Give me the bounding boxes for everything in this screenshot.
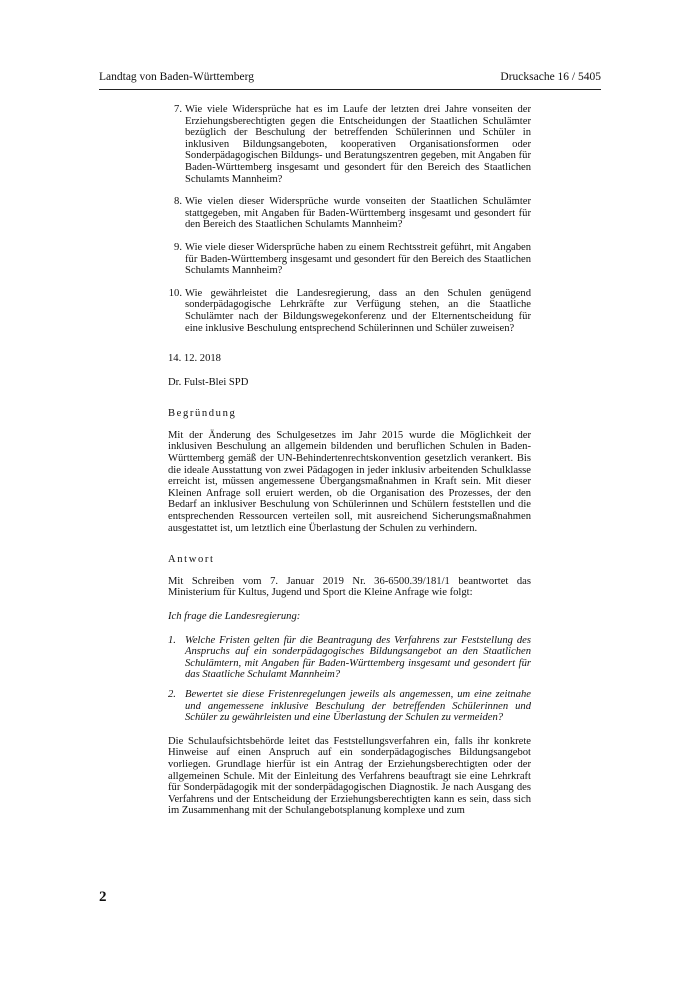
header-parliament: Landtag von Baden-Württemberg (99, 71, 254, 83)
antwort-question-number: 1. (168, 634, 176, 646)
question-item (168, 242, 531, 277)
question-number: 8. (174, 196, 182, 208)
page-header (99, 71, 601, 90)
begruendung-heading: Begründung (168, 408, 237, 420)
antwort-intro: Mit Schreiben vom 7. Januar 2019 Nr. 36-6500.39/181/1 beantwortet das Ministerium für Kultus, Jugend und Sport die Kleine Anfrage wie folgt: (168, 575, 531, 599)
header-document-number: Drucksache 16 / 5405 (500, 71, 601, 83)
antwort-question-number: 2. (168, 688, 176, 700)
question-text: Wie vielen dieser Widersprüche wurde vonseiten der Staatlichen Schulämter stattgegeben, mit Angaben für Baden-Württemberg insgesamt und gesondert für den Bereich des Staatlichen Schulamts Mannheim? (185, 196, 531, 231)
antwort-question-item (168, 635, 531, 681)
page-number: 2 (99, 889, 107, 905)
antwort-ask: Ich frage die Landesregierung: (168, 611, 301, 622)
question-item (168, 288, 531, 334)
question-number: 9. (174, 241, 182, 253)
antwort-body: Die Schulaufsichtsbehörde leitet das Feststellungsverfahren ein, falls ihr konkrete Hinweise auf einen Anspruch auf ein sonderpädagogisches Bildungsangebot vorliegen. Grundlage hierfür ist ein Antrag der Erziehungsberechtigten oder der allgemeinen Schule. Mit der Einleitung des Verfahrens beauftragt sie eine Lehrkraft für Sonderpädagogik mit der sonderpädagogischen Diagnostik. Je nach Ausgang des Verfahrens und der Entscheidung der Erziehungsberechtigten kann es sein, dass sich im Zusammenhang mit der Schulangebotsplanung komplexe und zum (168, 735, 531, 817)
question-item (168, 104, 531, 185)
question-text: Wie viele Widersprüche hat es im Laufe der letzten drei Jahre vonseiten der Erziehungsberechtigten gegen die Entscheidungen der Staatlichen Schulämter bezüglich der Beschulung der betreffenden Schülerinnen und Schüler in inklusiven Bildungsangeboten, kooperativen Organisationsformen oder Sonderpädagogischen Bildungs- und Beratungszentren gegeben, mit Angaben für Baden-Württemberg insgesamt und gesondert für den Bereich des Staatlichen Schulamts Mannheim? (185, 104, 531, 185)
document-body (168, 104, 531, 829)
antwort-question-text: Welche Fristen gelten für die Beantragung des Verfahrens zur Feststellung des Anspruchs auf ein sonderpädagogisches Bildungsangebot an den Staatlichen Schulämtern, mit Angaben für Baden-Württemberg insgesamt und gesondert für das Staatliche Schulamt Mannheim? (185, 634, 531, 681)
document-date: 14. 12. 2018 (168, 353, 221, 365)
question-number: 10. (168, 287, 182, 299)
question-text: Wie gewährleistet die Landesregierung, dass an den Schulen genügend sonderpädagogische Lehrkräfte zur Verfügung stehen, an die Staatliche Schulämter nach der Bildungswegekonferenz und der Elternentscheidung für eine inklusive Beschulung entsprechend Schülerinnen und Schüler zuweisen? (185, 287, 531, 334)
question-text: Wie viele dieser Widersprüche haben zu einem Rechtsstreit geführt, mit Angaben für Baden-Württemberg insgesamt und gesondert für den Bereich des Staatlichen Schulamts Mannheim? (185, 241, 531, 277)
antwort-question-item (168, 689, 531, 724)
document-author: Dr. Fulst-Blei SPD (168, 376, 249, 388)
begruendung-text: Mit der Änderung des Schulgesetzes im Jahr 2015 wurde die Möglichkeit der inklusiven Beschulung an allgemein bildenden und beruflichen Schulen in Baden-Württemberg gemäß der UN-Behindertenrechtskonvention gesetzlich verankert. Bis die ideale Ausstattung von zwei Pädagogen in jeder inklusiv arbeitenden Schulklasse erreicht ist, müssen angemessene Übergangsmaßnahmen in Kraft sein. Mit dieser Kleinen Anfrage soll eruiert werden, ob die Organisation des Prozesses, der den Bedarf an inklusiver Beschulung von Schülerinnen und Schülern feststellen und die entsprechenden Ressourcen verteilen soll, mit ausreichend Sicherungsmaßnahmen ausgestattet ist, um letztlich eine Überlastung der Schulen zu verhindern. (168, 429, 531, 534)
question-item (168, 196, 531, 231)
question-number: 7. (174, 104, 182, 115)
antwort-question-text: Bewertet sie diese Fristenregelungen jeweils als angemessen, um eine zeitnahe und angemessene inklusive Beschulung der betreffenden Schülerinnen und Schüler zu gewährleisten und eine Überlastung der Schulen zu vermeiden? (185, 688, 531, 724)
antwort-heading: Antwort (168, 554, 215, 566)
